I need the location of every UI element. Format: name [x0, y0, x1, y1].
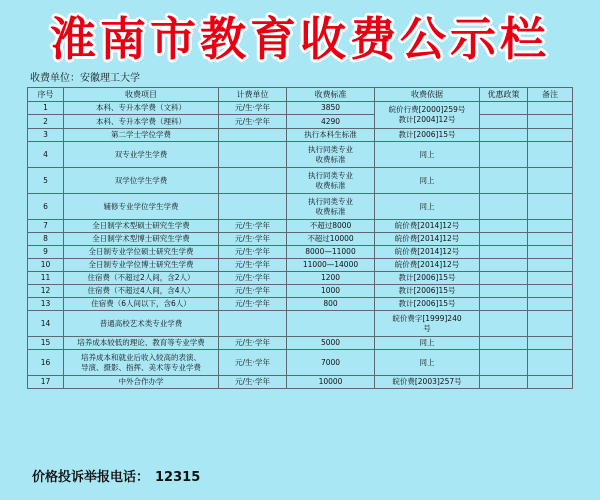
row-basis: 皖价行费[2000]259号 教计[2004]12号 — [375, 102, 480, 129]
row-basis: 同上 — [375, 142, 480, 168]
row-no: 10 — [28, 259, 64, 272]
row-unit: 元/生·学年 — [219, 272, 287, 285]
row-item: 双学位学生学费 — [64, 168, 219, 194]
row-item: 双专业学生学费 — [64, 142, 219, 168]
header-discount: 优惠政策 — [480, 88, 528, 102]
row-standard: 5000 — [287, 337, 375, 350]
row-no: 8 — [28, 233, 64, 246]
row-basis: 皖价费[2014]12号 — [375, 246, 480, 259]
row-standard: 执行本科生标准 — [287, 129, 375, 142]
row-remarks — [528, 102, 573, 115]
table-row — [28, 102, 573, 115]
row-discount — [480, 220, 528, 233]
row-no: 4 — [28, 142, 64, 168]
fee-table-body — [28, 102, 573, 389]
row-basis: 皖价费[2014]12号 — [375, 259, 480, 272]
row-remarks — [528, 194, 573, 220]
table-row — [28, 246, 573, 259]
row-unit: 元/生·学年 — [219, 115, 287, 129]
table-row — [28, 311, 573, 337]
row-standard: 执行同类专业 收费标准 — [287, 168, 375, 194]
row-basis: 同上 — [375, 194, 480, 220]
row-discount — [480, 102, 528, 115]
charging-unit-label: 收费单位：安徽理工大学 — [30, 73, 140, 84]
row-unit: 元/生·学年 — [219, 350, 287, 376]
row-no: 7 — [28, 220, 64, 233]
row-unit: 元/生·学年 — [219, 102, 287, 115]
row-standard: 7000 — [287, 350, 375, 376]
row-item: 培养成本较低的理论、教育等专业学费 — [64, 337, 219, 350]
row-no: 6 — [28, 194, 64, 220]
row-remarks — [528, 233, 573, 246]
row-no: 15 — [28, 337, 64, 350]
row-item: 全日制专业学位博士研究生学费 — [64, 259, 219, 272]
row-no: 1 — [28, 102, 64, 115]
table-row — [28, 142, 573, 168]
table-row — [28, 168, 573, 194]
row-item: 全日制学术型博士研究生学费 — [64, 233, 219, 246]
row-unit — [219, 142, 287, 168]
row-discount — [480, 115, 528, 129]
row-unit: 元/生·学年 — [219, 220, 287, 233]
header-unit: 计费单位 — [219, 88, 287, 102]
table-row — [28, 129, 573, 142]
row-item: 本科、专升本学费（理科） — [64, 115, 219, 129]
page-title: 淮南市教育收费公示栏 — [50, 12, 550, 66]
row-remarks — [528, 115, 573, 129]
row-standard: 8000—11000 — [287, 246, 375, 259]
table-row — [28, 285, 573, 298]
row-discount — [480, 142, 528, 168]
row-remarks — [528, 259, 573, 272]
row-basis: 皖价费[2014]12号 — [375, 220, 480, 233]
row-no: 12 — [28, 285, 64, 298]
row-no: 2 — [28, 115, 64, 129]
row-standard: 11000—14000 — [287, 259, 375, 272]
row-no: 9 — [28, 246, 64, 259]
row-standard: 1000 — [287, 285, 375, 298]
complaint-hotline — [32, 466, 200, 485]
hotline-number: 12315 — [155, 470, 201, 485]
row-standard: 3850 — [287, 102, 375, 115]
row-item: 全日制专业学位硕士研究生学费 — [64, 246, 219, 259]
row-unit: 元/生·学年 — [219, 376, 287, 389]
row-unit — [219, 168, 287, 194]
table-row — [28, 233, 573, 246]
row-remarks — [528, 337, 573, 350]
row-item: 住宿费（不超过2人间，含2人） — [64, 272, 219, 285]
row-unit: 元/生·学年 — [219, 233, 287, 246]
row-discount — [480, 246, 528, 259]
row-item: 第二学士学位学费 — [64, 129, 219, 142]
row-item: 本科、专升本学费（文科） — [64, 102, 219, 115]
row-remarks — [528, 285, 573, 298]
table-row — [28, 298, 573, 311]
header-remarks: 备注 — [528, 88, 573, 102]
row-basis: 同上 — [375, 337, 480, 350]
row-item: 普通高校艺术类专业学费 — [64, 311, 219, 337]
row-unit: 元/生·学年 — [219, 259, 287, 272]
row-remarks — [528, 376, 573, 389]
row-remarks — [528, 168, 573, 194]
row-unit: 元/生·学年 — [219, 285, 287, 298]
row-unit: 元/生·学年 — [219, 298, 287, 311]
row-discount — [480, 298, 528, 311]
row-unit: 元/生·学年 — [219, 337, 287, 350]
row-standard — [287, 311, 375, 337]
row-discount — [480, 259, 528, 272]
row-basis: 教计[2006]15号 — [375, 272, 480, 285]
row-basis: 教计[2006]15号 — [375, 285, 480, 298]
row-discount — [480, 129, 528, 142]
row-standard: 不超过10000 — [287, 233, 375, 246]
row-discount — [480, 337, 528, 350]
row-remarks — [528, 311, 573, 337]
row-discount — [480, 350, 528, 376]
row-standard: 10000 — [287, 376, 375, 389]
table-row — [28, 376, 573, 389]
row-standard: 4290 — [287, 115, 375, 129]
row-item: 全日制学术型硕士研究生学费 — [64, 220, 219, 233]
table-row — [28, 337, 573, 350]
row-item: 住宿费（不超过4人间，含4人） — [64, 285, 219, 298]
row-discount — [480, 272, 528, 285]
row-basis: 同上 — [375, 350, 480, 376]
header-basis: 收费依据 — [375, 88, 480, 102]
row-no: 5 — [28, 168, 64, 194]
row-no: 17 — [28, 376, 64, 389]
row-remarks — [528, 272, 573, 285]
table-header-row — [28, 88, 573, 102]
row-discount — [480, 285, 528, 298]
row-basis: 教计[2006]15号 — [375, 298, 480, 311]
row-unit — [219, 129, 287, 142]
row-discount — [480, 233, 528, 246]
row-no: 14 — [28, 311, 64, 337]
row-no: 11 — [28, 272, 64, 285]
row-standard: 800 — [287, 298, 375, 311]
fee-table — [27, 87, 573, 389]
header-no: 序号 — [28, 88, 64, 102]
row-basis: 皖价费[2014]12号 — [375, 233, 480, 246]
row-standard: 1200 — [287, 272, 375, 285]
row-basis: 皖价费[2003]257号 — [375, 376, 480, 389]
row-item: 中外合作办学 — [64, 376, 219, 389]
row-remarks — [528, 298, 573, 311]
row-unit — [219, 311, 287, 337]
row-standard: 执行同类专业 收费标准 — [287, 142, 375, 168]
row-remarks — [528, 220, 573, 233]
row-no: 16 — [28, 350, 64, 376]
header-standard: 收费标准 — [287, 88, 375, 102]
row-no: 3 — [28, 129, 64, 142]
row-discount — [480, 311, 528, 337]
table-row — [28, 194, 573, 220]
row-remarks — [528, 129, 573, 142]
row-item: 住宿费（6人间以下，含6人） — [64, 298, 219, 311]
row-no: 13 — [28, 298, 64, 311]
row-standard: 执行同类专业 收费标准 — [287, 194, 375, 220]
table-row — [28, 259, 573, 272]
row-basis: 教计[2006]15号 — [375, 129, 480, 142]
row-standard: 不超过8000 — [287, 220, 375, 233]
row-discount — [480, 168, 528, 194]
row-basis: 皖价费字[1999]240 号 — [375, 311, 480, 337]
table-row — [28, 272, 573, 285]
table-row — [28, 220, 573, 233]
table-row — [28, 115, 573, 129]
row-item: 培养成本和就业后收入较高的表演、 导演、摄影、指挥、美术等专业学费 — [64, 350, 219, 376]
table-row — [28, 350, 573, 376]
row-remarks — [528, 350, 573, 376]
row-remarks — [528, 246, 573, 259]
row-basis: 同上 — [375, 168, 480, 194]
row-unit: 元/生·学年 — [219, 246, 287, 259]
header-item: 收费项目 — [64, 88, 219, 102]
row-discount — [480, 376, 528, 389]
row-unit — [219, 194, 287, 220]
row-discount — [480, 194, 528, 220]
row-item: 辅修专业学位学生学费 — [64, 194, 219, 220]
hotline-label: 价格投诉举报电话： — [32, 470, 150, 485]
row-remarks — [528, 142, 573, 168]
